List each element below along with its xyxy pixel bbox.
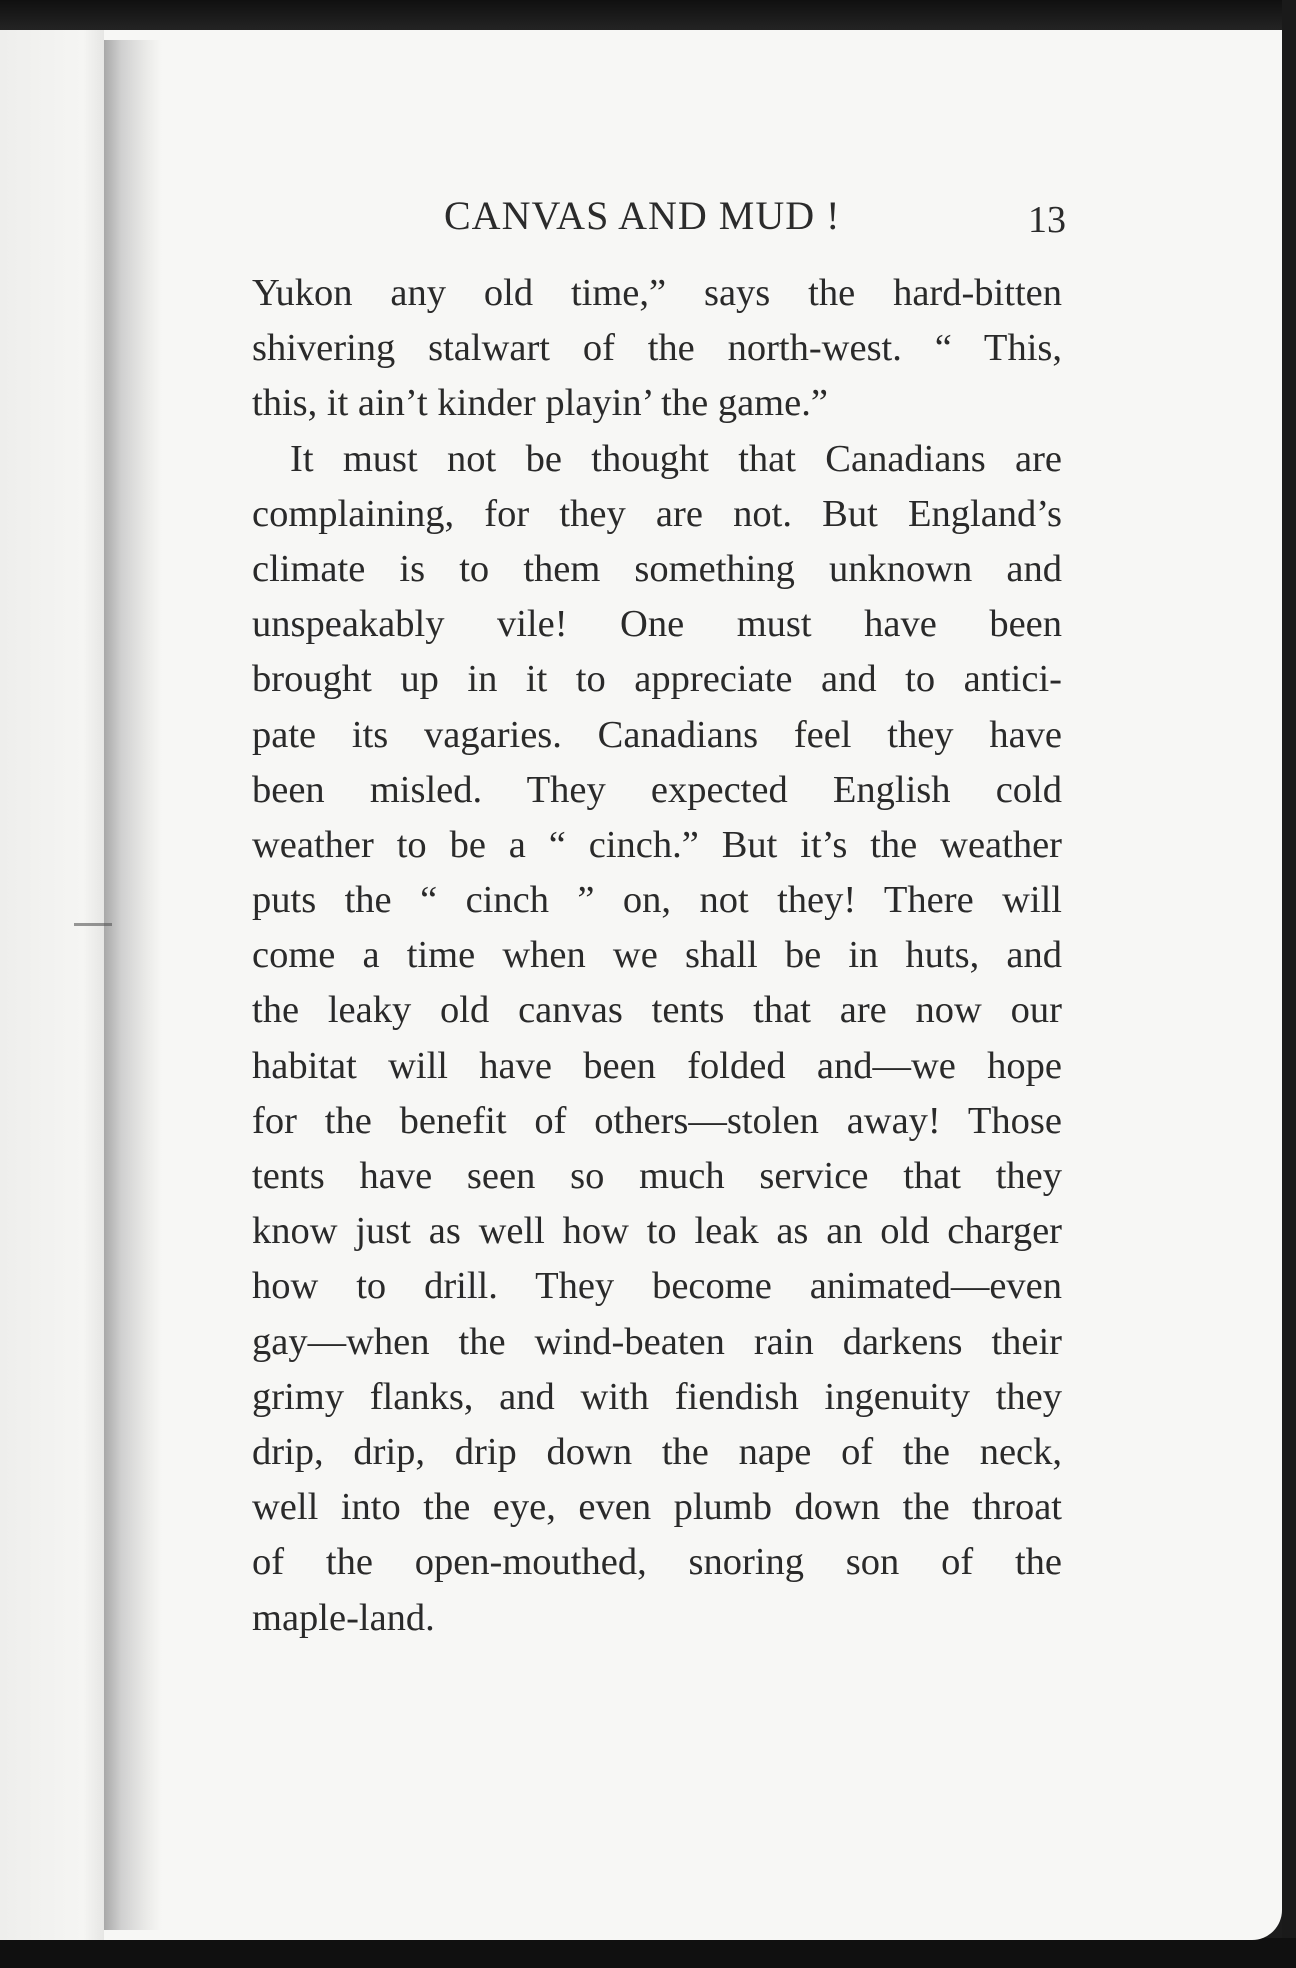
running-head-title: CANVAS AND MUD ! [444, 193, 841, 238]
text-line: climate is to them something unknown and [252, 547, 1062, 590]
text-line: brought up in it to appreciate and to antici- [252, 658, 1062, 701]
text-line: complaining, for they are not. But England’s [252, 492, 1062, 535]
text-line: of the open-mouthed, snoring son of the [252, 1541, 1062, 1584]
text-line: puts the “ cinch ” on, not they! There will [252, 879, 1062, 922]
text-line: weather to be a “ cinch.” But it’s the weather [252, 823, 1062, 866]
margin-mark [74, 923, 112, 926]
text-line: know just as well how to leak as an old charger [252, 1210, 1062, 1253]
text-line: the leaky old canvas tents that are now our [252, 989, 1062, 1032]
scan-border-right [1282, 0, 1296, 1968]
book-page [0, 30, 1282, 1940]
text-line: habitat will have been folded and—we hope [252, 1044, 1062, 1087]
page-number: 13 [1028, 199, 1066, 241]
text-line: come a time when we shall be in huts, and [252, 934, 1062, 977]
text-line: shivering stalwart of the north-west. “ This, [252, 327, 1062, 370]
spine-shadow [104, 40, 162, 1930]
scan-border-bottom [0, 1938, 1296, 1968]
text-line: how to drill. They become animated—even [252, 1265, 1062, 1308]
text-line: this, it ain’t kinder playin’ the game.” [252, 382, 828, 425]
text-line: tents have seen so much service that they [252, 1155, 1062, 1197]
text-line: been misled. They expected English cold [252, 768, 1062, 811]
running-head [250, 168, 1070, 241]
text-line: gay—when the wind-beaten rain darkens their [252, 1320, 1062, 1363]
text-line: for the benefit of others—stolen away! Those [252, 1099, 1062, 1142]
text-line: maple-land. [252, 1596, 435, 1639]
text-line: drip, drip, drip down the nape of the neck, [252, 1430, 1062, 1473]
text-line: Yukon any old time,” says the hard-bitten [252, 272, 1062, 314]
text-line: unspeakably vile! One must have been [252, 603, 1062, 646]
page-edge [0, 30, 104, 1940]
text-line: grimy flanks, and with fiendish ingenuity they [252, 1375, 1062, 1418]
text-line: pate its vagaries. Canadians feel they have [252, 713, 1062, 756]
paragraph-first-line: It must not be thought that Canadians are [290, 437, 1062, 480]
body-text [252, 266, 1062, 1646]
text-line: well into the eye, even plumb down the throat [252, 1486, 1062, 1529]
